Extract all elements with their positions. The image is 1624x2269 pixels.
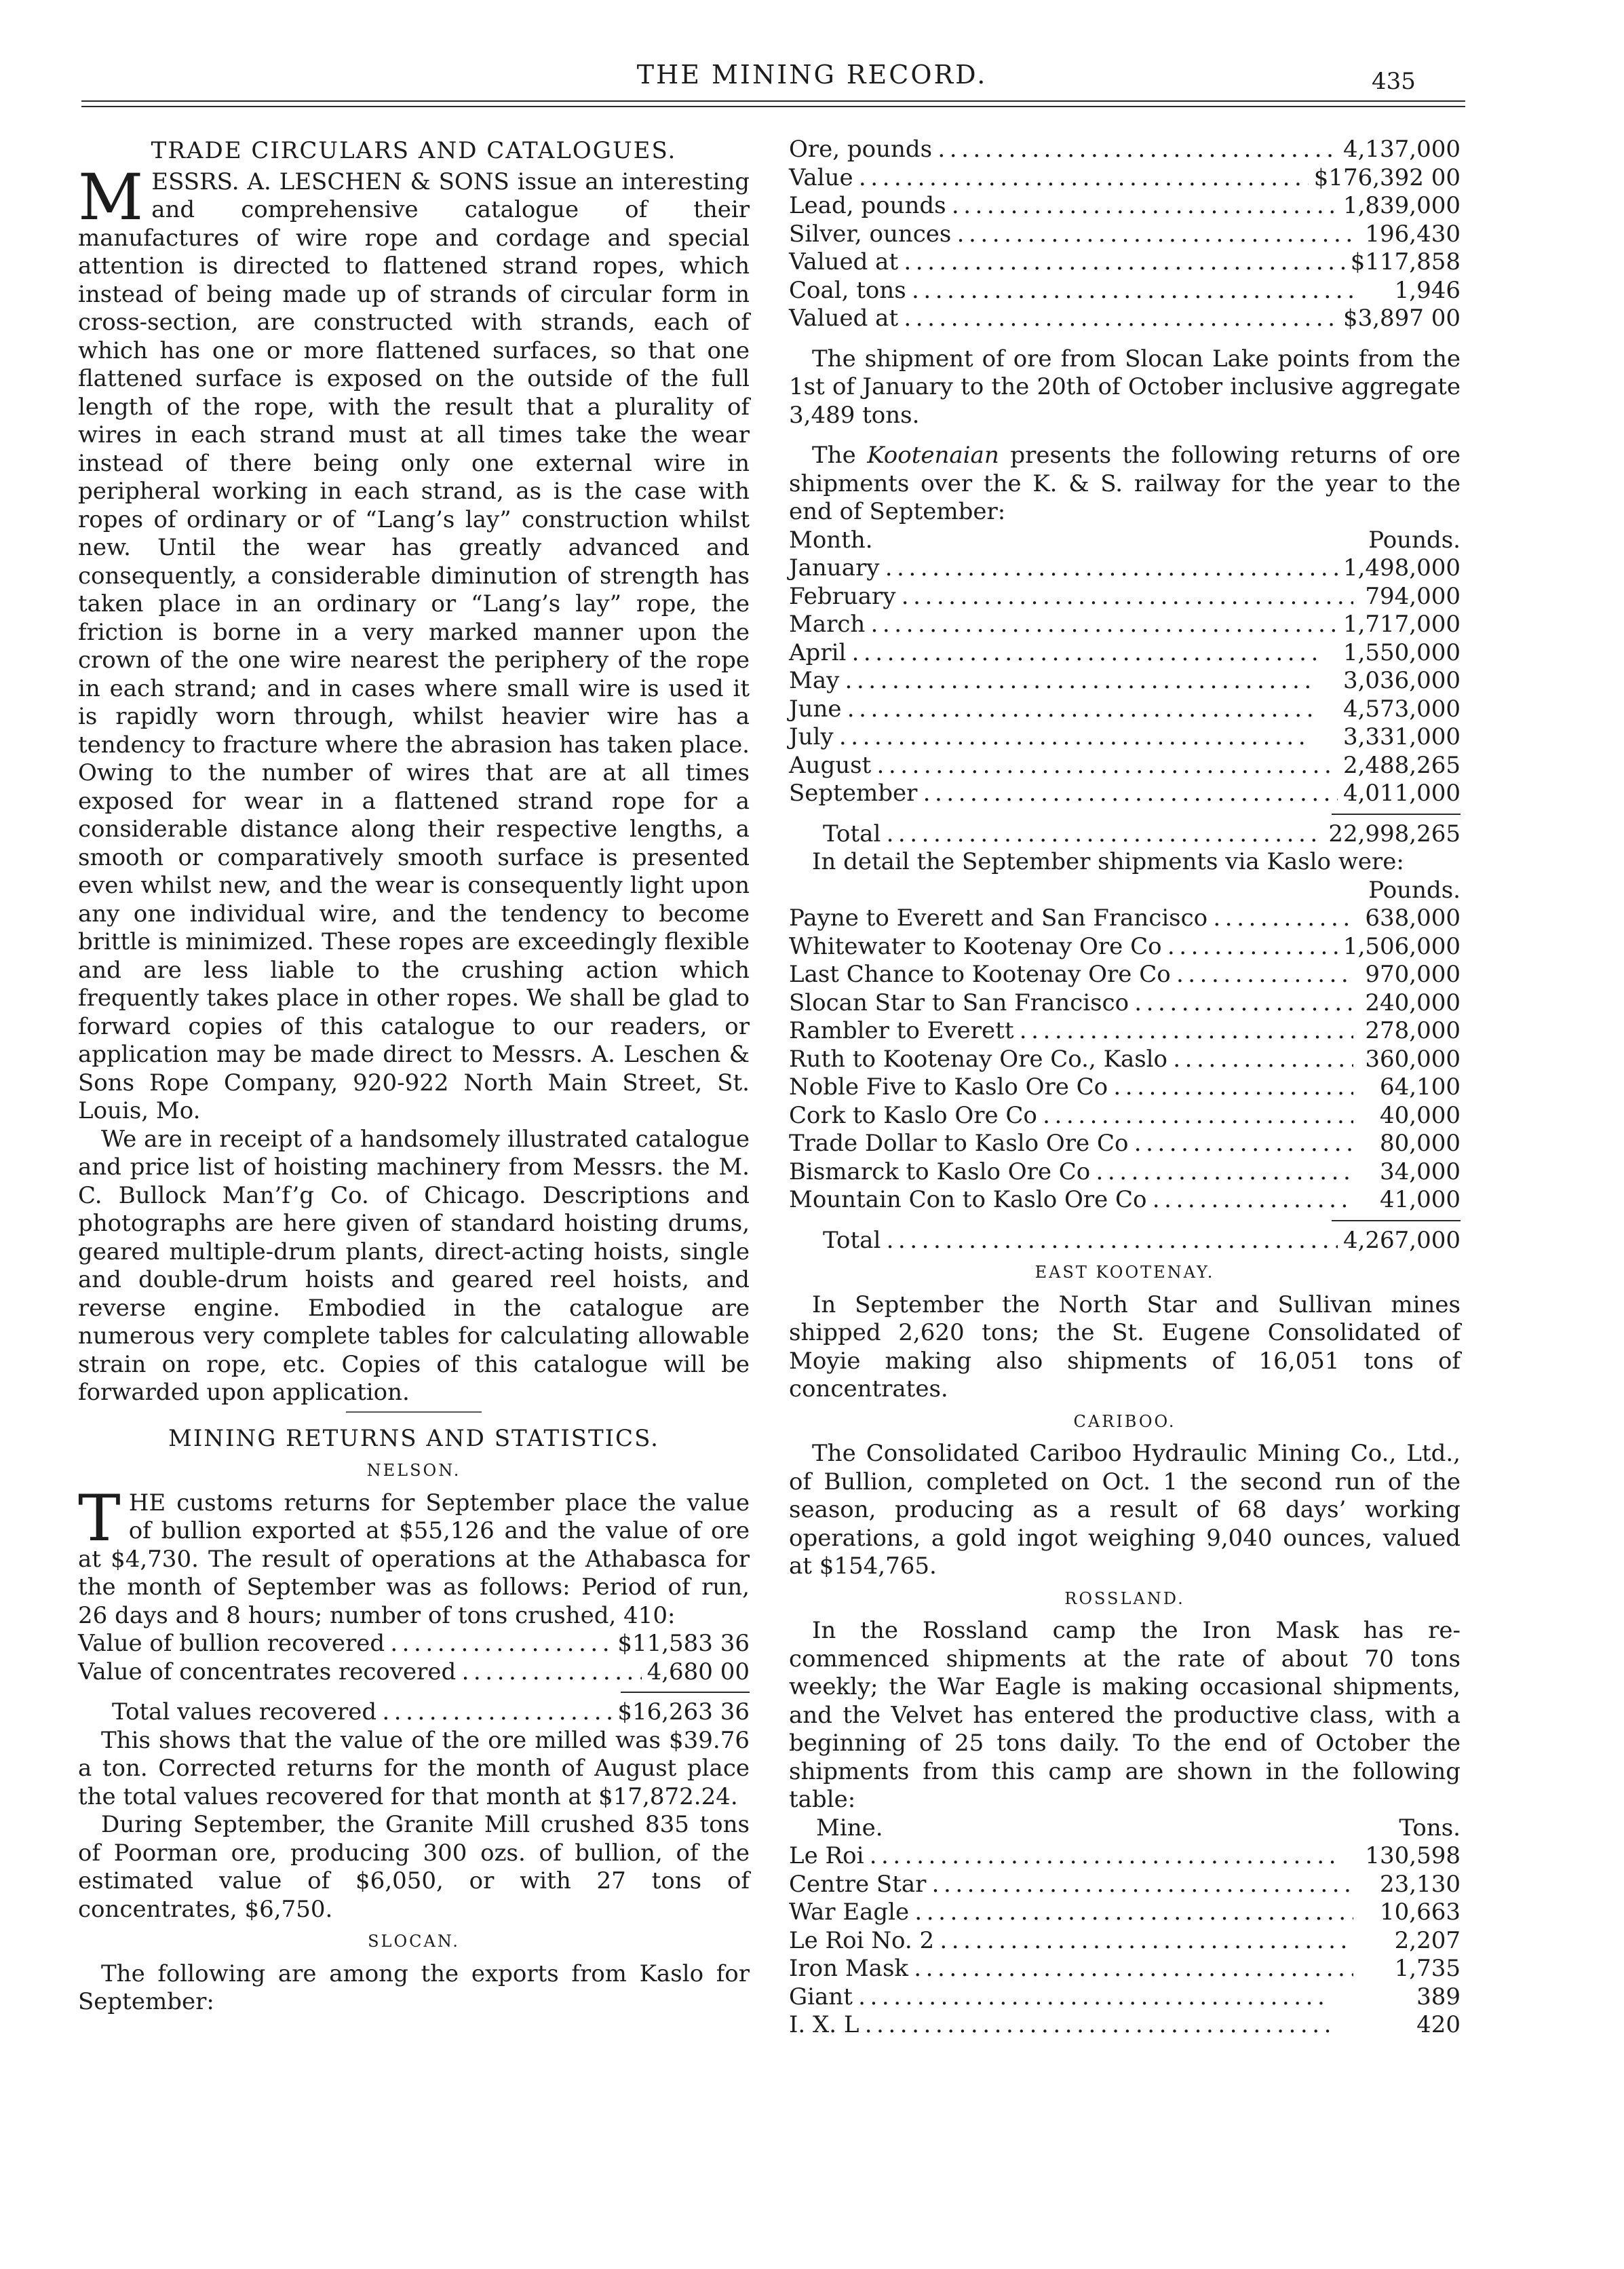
- tons-header: Tons.: [1399, 1814, 1461, 1842]
- leader-dots: [870, 611, 1338, 639]
- row-label: Centre Star: [789, 1870, 927, 1898]
- row-label: Ruth to Kootenay Ore Co., Kaslo: [789, 1045, 1168, 1073]
- kaslo-shipments-table: [789, 877, 1461, 1255]
- row-value: 240,000: [1365, 989, 1461, 1016]
- pounds-header: Pounds.: [1368, 876, 1461, 904]
- row-label: Rambler to Everett: [789, 1017, 1014, 1044]
- leader-dots: [1153, 1186, 1353, 1215]
- row-label: Valued at: [789, 248, 899, 275]
- leader-dots: [1176, 961, 1353, 989]
- row-value: 41,000: [1380, 1186, 1461, 1213]
- leader-dots: [956, 221, 1353, 249]
- table-row: [789, 723, 1461, 752]
- table-row: [789, 695, 1461, 724]
- table-row: [789, 1158, 1461, 1187]
- table-row: [789, 1927, 1461, 1956]
- slocan-heading: SLOCAN.: [368, 1932, 460, 1951]
- row-value: 1,550,000: [1342, 638, 1461, 666]
- row-label: Ore, pounds: [789, 136, 933, 163]
- sum-rule: [621, 1692, 750, 1693]
- table-row: [789, 961, 1461, 989]
- row-value: 34,000: [1380, 1158, 1461, 1185]
- leschen-text: ESSRS. A. LESCHEN & SONS issue an interesting and comprehensive catalogue of their manufactures of wire rope and cordage and special attention is directed to flattened strand ropes, which instead of being made up of strands of circular form in cross-section, are constructed with strands, each of which has one or more flattened surfaces, so that one flattened surface is exposed on the outside of the full length of the rope, with the result that a plurality of wires in each strand must at all times take the wear instead of there being only one external wire in peripheral working in each strand, as is the case with ropes of ordinary or of “Lang’s lay” construction whilst new. Until the wear has greatly advanced and consequently, a considerable diminution of strength has taken place in an ordinary or “Lang’s lay” rope, the friction is borne in a very marked manner upon the crown of the one wire nearest the periphery of the rope in each strand; and in cases where small wire is used it is rapidly worn through, whilst heavier wire has a tendency to fracture where the abrasion has taken place. Owing to the number of wires that are at all times exposed for wear in a flattened strand rope for a considerable distance along their respective lengths, a smooth or comparatively smooth surface is presented even whilst new, and the wear is consequently light upon any one individual wire, and the tendency to become brittle is minimized. These ropes are exceedingly flexible and are less liable to the crushing action which frequently takes place in other ropes. We shall be glad to forward copies of this catalogue to our readers, or application may be made direct to Messrs. A. Leschen & Sons Rope Company, 920-922 North Main Street, St. Louis, Mo.: [78, 168, 750, 1124]
- athabasca-total-row: [78, 1698, 750, 1727]
- pounds-header: Pounds.: [1368, 526, 1461, 554]
- leschen-paragraph: [78, 160, 750, 1126]
- row-label: War Eagle: [789, 1899, 910, 1926]
- row-label: Bismarck to Kaslo Ore Co: [789, 1158, 1091, 1185]
- total-label: Total: [823, 1226, 881, 1254]
- kootenaian-paragraph: [789, 442, 1461, 527]
- row-value: 1,735: [1394, 1955, 1461, 1982]
- total-row: [789, 820, 1461, 849]
- row-label: Silver, ounces: [789, 220, 952, 248]
- total-label: Total: [823, 820, 881, 847]
- row-label: June: [789, 695, 842, 723]
- cariboo-heading: CARIBOO.: [1073, 1411, 1176, 1431]
- leader-dots: [876, 752, 1338, 780]
- row-value: 2,488,265: [1342, 751, 1461, 779]
- monthly-shipments-table: [789, 527, 1461, 849]
- kaslo-exports-table: [789, 136, 1461, 333]
- row-value: 80,000: [1380, 1130, 1461, 1157]
- row-value: 4,573,000: [1342, 695, 1461, 723]
- leader-dots: [902, 583, 1354, 611]
- running-head: THE MINING RECORD.: [636, 60, 988, 90]
- section-divider: [346, 1411, 482, 1413]
- leader-dots: [858, 1983, 1353, 2012]
- row-value: $3,897 00: [1342, 305, 1461, 332]
- cariboo-paragraph: The Consolidated Cariboo Hydraulic Mining Co., Ltd., of Bullion, completed on Oct. 1 the second run of the season, producing as a result of 68 days’ working operations, a gold ingot weighing 9,040 ounces, valued at $154,765.: [789, 1440, 1461, 1580]
- leader-dots: [390, 1630, 612, 1658]
- table-row: [789, 1186, 1461, 1215]
- table-row: [789, 554, 1461, 583]
- rossland-paragraph: In the Rossland camp the Iron Mask has re-commenced shipments at the rate of about 70 tons weekly; the War Eagle is making occasional shipments, and the Velvet has entered the productive class, with a beginning of 25 tons daily. To the end of October the shipments from this camp are shown in the following table:: [789, 1617, 1461, 1813]
- rossland-heading: ROSSLAND.: [1064, 1588, 1185, 1608]
- table-row: [789, 667, 1461, 695]
- sum-rule: [1332, 1220, 1461, 1221]
- leader-dots: [845, 667, 1338, 695]
- table-row: [789, 1842, 1461, 1871]
- kaslo-exports-intro: The following are among the exports from Kaslo for September:: [78, 1960, 750, 2015]
- row-value: 1,498,000: [1342, 554, 1461, 581]
- leader-dots: [382, 1698, 612, 1727]
- row-label: Whitewater to Kootenay Ore Co: [789, 932, 1162, 960]
- table-row: [789, 752, 1461, 780]
- table-row: [789, 1899, 1461, 1927]
- row-value: 130,598: [1365, 1842, 1461, 1869]
- table-row: [789, 1073, 1461, 1102]
- row-label: Iron Mask: [789, 1955, 908, 1982]
- row-value: 64,100: [1380, 1073, 1461, 1101]
- table-header: [789, 1814, 1461, 1843]
- leader-dots: [1134, 989, 1353, 1018]
- leader-dots: [847, 695, 1338, 724]
- table-row: [789, 611, 1461, 639]
- dropcap-t: T: [78, 1481, 121, 1556]
- row-value: $176,392 00: [1313, 164, 1461, 191]
- table-row: [789, 1871, 1461, 1899]
- table-row: [789, 1017, 1461, 1046]
- row-value: 1,946: [1394, 276, 1461, 304]
- east-kootenay-heading: EAST KOOTENAY.: [1035, 1263, 1215, 1282]
- row-label: Le Roi No. 2: [789, 1926, 935, 1954]
- leader-dots: [839, 723, 1338, 752]
- leader-dots: [931, 1871, 1353, 1899]
- table-row: [789, 904, 1461, 933]
- east-kootenay-paragraph: In September the North Star and Sullivan mines shipped 2,620 tons; the St. Eugene Consolidated of Moyie making also shipments of 16,051 tons of concentrates.: [789, 1291, 1461, 1403]
- leader-dots: [912, 277, 1353, 305]
- row-value: 3,036,000: [1342, 667, 1461, 694]
- row-value: 23,130: [1380, 1870, 1461, 1898]
- row-value: 970,000: [1365, 961, 1461, 988]
- mining-returns-heading: MINING RETURNS AND STATISTICS.: [168, 1424, 659, 1452]
- row-value: 40,000: [1380, 1101, 1461, 1129]
- row-value: 4,680 00: [646, 1658, 750, 1685]
- row-value: 420: [1416, 2011, 1461, 2038]
- leader-dots: [886, 820, 1323, 849]
- leader-dots: [461, 1658, 641, 1687]
- total-value: 4,267,000: [1342, 1226, 1461, 1254]
- row-label: Giant: [789, 1983, 853, 2010]
- leader-dots: [1113, 1073, 1353, 1102]
- header-rule-bottom: [81, 106, 1465, 107]
- row-value: 4,011,000: [1342, 780, 1461, 807]
- leader-dots: [1096, 1158, 1353, 1187]
- leader-dots: [1020, 1017, 1354, 1046]
- leader-dots: [1134, 1130, 1353, 1158]
- row-value: 2,207: [1394, 1926, 1461, 1954]
- nelson-heading: NELSON.: [366, 1461, 461, 1480]
- table-row: [789, 136, 1461, 164]
- row-label: February: [789, 582, 896, 610]
- kaslo-detail-intro: In detail the September shipments via Kaslo were:: [812, 848, 1404, 875]
- row-label: Slocan Star to San Francisco: [789, 989, 1129, 1016]
- leader-dots: [885, 554, 1338, 583]
- header-rule-top: [81, 100, 1465, 102]
- table-row: [789, 780, 1461, 808]
- spacer: [789, 430, 1461, 442]
- row-label: Coal, tons: [789, 276, 906, 304]
- leader-dots: [923, 780, 1338, 808]
- row-label: July: [789, 723, 834, 750]
- row-label: Noble Five to Kaslo Ore Co: [789, 1073, 1108, 1101]
- row-value: 4,137,000: [1342, 136, 1461, 163]
- leader-dots: [904, 248, 1345, 277]
- mine-header: Mine.: [816, 1814, 883, 1842]
- month-header: Month.: [789, 526, 873, 554]
- leader-dots: [952, 192, 1338, 221]
- table-row: [789, 639, 1461, 668]
- row-value: 794,000: [1365, 582, 1461, 610]
- table-row: [789, 277, 1461, 305]
- leader-dots: [914, 1899, 1353, 1927]
- table-row: [789, 1955, 1461, 1983]
- leader-dots: [851, 639, 1338, 668]
- row-value: 389: [1416, 1983, 1461, 2010]
- row-value: 3,331,000: [1342, 723, 1461, 750]
- row-label: September: [789, 780, 918, 807]
- table-row: [789, 583, 1461, 611]
- dropcap-m: M: [78, 160, 144, 235]
- row-label: Last Chance to Kootenay Ore Co: [789, 961, 1171, 988]
- row-value: 278,000: [1365, 1017, 1461, 1044]
- table-row: [789, 933, 1461, 961]
- row-label: I. X. L: [789, 2011, 859, 2038]
- leader-dots: [940, 1927, 1353, 1956]
- left-column: [78, 136, 750, 2017]
- nelson-text: HE customs returns for September place the value of bullion exported at $55,126 and the value of ore at $4,730. The result of operations at the Athabasca for the month of September was as follows: Period of run, 26 days and 8 hours; number of tons crushed, 410:: [78, 1489, 750, 1629]
- row-label: Payne to Everett and San Francisco: [789, 904, 1208, 932]
- leader-dots: [914, 1955, 1353, 1983]
- row-label: Le Roi: [789, 1842, 864, 1869]
- row-value: $11,583 36: [617, 1630, 750, 1657]
- bullock-paragraph: We are in receipt of a handsomely illustrated catalogue and price list of hoisting machinery from Messrs. the M. C. Bullock Man’f’g Co. of Chicago. Descriptions and photographs are here given of standard hoisting drums, geared multiple-drum plants, direct-acting hoists, single and double-drum hoists and geared reel hoists, and reverse engine. Embodied in the catalogue are numerous very complete tables for calculating allowable strain on rope, etc. Copies of this catalogue will be forwarded upon application.: [78, 1125, 750, 1406]
- leader-dots: [886, 1227, 1338, 1255]
- milled-value-paragraph: This shows that the value of the ore milled was $39.76 a ton. Corrected returns for the month of August place the total values recovered for that month at $17,872.24.: [78, 1726, 750, 1810]
- row-value: 10,663: [1380, 1899, 1461, 1926]
- table-row: [789, 1983, 1461, 2012]
- right-column: [789, 136, 1461, 2040]
- text-part: The: [812, 442, 868, 469]
- athabasca-row: [78, 1630, 750, 1658]
- text-part: presents the following returns of ore shipments over the K. & S. railway for the year to the end of September:: [789, 442, 1461, 525]
- row-label: May: [789, 667, 840, 694]
- leader-dots: [859, 164, 1309, 193]
- row-label: January: [789, 554, 880, 581]
- row-label: Cork to Kaslo Ore Co: [789, 1101, 1037, 1129]
- row-label: April: [789, 638, 847, 666]
- leader-dots: [1043, 1102, 1353, 1130]
- leader-dots: [869, 1842, 1353, 1871]
- row-value: 638,000: [1365, 904, 1461, 932]
- leader-dots: [864, 2011, 1353, 2040]
- table-row: [789, 1102, 1461, 1130]
- row-label: Value of concentrates recovered: [78, 1658, 457, 1685]
- row-label: Value: [789, 164, 853, 191]
- row-label: Lead, pounds: [789, 192, 946, 219]
- sum-rule: [1332, 814, 1461, 815]
- total-row: [789, 1227, 1461, 1255]
- granite-mill-paragraph: During September, the Granite Mill crushed 835 tons of Poorman ore, producing 300 ozs. of bullion, of the estimated value of $6,050, or with 27 tons of concentrates, $6,750.: [78, 1811, 750, 1923]
- table-row: [789, 989, 1461, 1018]
- leader-dots: [904, 305, 1338, 333]
- row-label: Valued at: [789, 305, 899, 332]
- table-row: [789, 248, 1461, 277]
- table-row: [789, 1130, 1461, 1158]
- row-label: Trade Dollar to Kaslo Ore Co: [789, 1130, 1129, 1157]
- row-label: Mountain Con to Kaslo Ore Co: [789, 1186, 1147, 1213]
- row-value: 1,839,000: [1342, 192, 1461, 219]
- table-row: [789, 305, 1461, 333]
- row-value: 196,430: [1365, 220, 1461, 248]
- nelson-paragraph: [78, 1481, 750, 1631]
- table-row: [789, 164, 1461, 193]
- row-value: 1,717,000: [1342, 611, 1461, 638]
- table-row: [789, 1046, 1461, 1074]
- total-label: Total values recovered: [112, 1698, 377, 1725]
- row-label: March: [789, 611, 866, 638]
- row-label: Value of bullion recovered: [78, 1630, 385, 1657]
- leader-dots: [937, 136, 1338, 164]
- total-value: $16,263 36: [617, 1698, 750, 1725]
- row-label: August: [789, 751, 872, 779]
- leader-dots: [1167, 933, 1338, 961]
- row-value: 360,000: [1365, 1045, 1461, 1073]
- row-value: $117,858: [1350, 248, 1461, 275]
- trade-circulars-heading: TRADE CIRCULARS AND CATALOGUES.: [151, 137, 677, 164]
- leader-dots: [1173, 1046, 1353, 1074]
- athabasca-row: [78, 1658, 750, 1687]
- rossland-mines-table: [789, 1814, 1461, 2040]
- table-header: [789, 527, 1461, 555]
- spacer: [789, 333, 1461, 345]
- leader-dots: [1213, 904, 1353, 933]
- page-number: 435: [1372, 68, 1416, 95]
- table-row: [789, 192, 1461, 221]
- total-value: 22,998,265: [1328, 820, 1461, 847]
- table-row: [789, 2011, 1461, 2040]
- publication-name: Kootenaian: [867, 442, 999, 469]
- row-value: 1,506,000: [1342, 932, 1461, 960]
- table-row: [789, 221, 1461, 249]
- slocan-lake-paragraph: The shipment of ore from Slocan Lake points from the 1st of January to the 20th of October inclusive aggregate 3,489 tons.: [789, 345, 1461, 429]
